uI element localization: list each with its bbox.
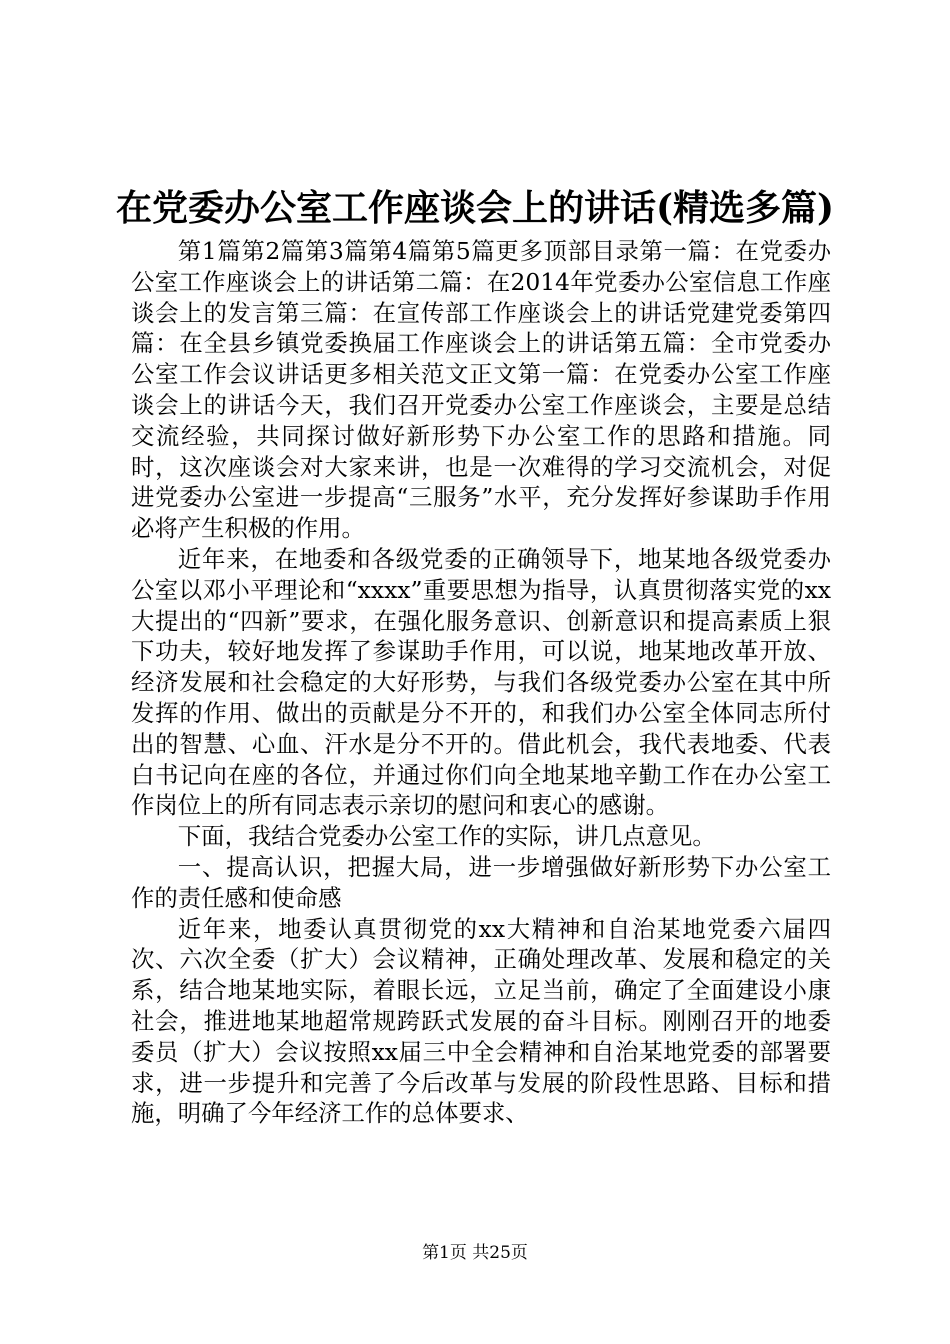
paragraph-recent-years: 近年来，在地委和各级党委的正确领导下，地某地各级党委办公室以邓小平理论和“xxxx”重要思想为指导，认真贯彻落实党的xx大提出的“四新”要求，在强化服务意识、创新意识和提高素质上狠下功夫，较好地发挥了参谋助手作用，可以说，地某地改革开放、经济发展和社会稳定的大好形势，与我们各级党委办公室在其中所发挥的作用、做出的贡献是分不开的，和我们办公室全体同志所付出的智慧、心血、汗水是分不开的。借此机会，我代表地委、代表白书记向在座的各位，并通过你们向全地某地辛勤工作在办公室工作岗位上的所有同志表示亲切的慰问和衷心的感谢。: [131, 544, 831, 820]
paragraph-intro: 第1篇第2篇第3篇第4篇第5篇更多顶部目录第一篇：在党委办公室工作座谈会上的讲话第二篇：在2014年党委办公室信息工作座谈会上的发言第三篇：在宣传部工作座谈会上的讲话党建党委第四篇：在全县乡镇党委换届工作座谈会上的讲话第五篇：全市党委办公室工作会议讲话更多相关范文正文第一篇：在党委办公室工作座谈会上的讲话今天，我们召开党委办公室工作座谈会，主要是总结交流经验，共同探讨做好新形势下办公室工作的思路和措施。同时，这次座谈会对大家来讲，也是一次难得的学习交流机会，对促进党委办公室进一步提高“三服务”水平，充分发挥好参谋助手作用必将产生积极的作用。: [131, 237, 831, 543]
page-number-footer: 第1页 共25页: [422, 1243, 528, 1263]
document-body: [131, 236, 831, 1129]
paragraph-section-one-body: 近年来，地委认真贯彻党的xx大精神和自治某地党委六届四次、六次全委（扩大）会议精神，正确处理改革、发展和稳定的关系，结合地某地实际，着眼长远，立足当前，确定了全面建设小康社会，推进地某地超常规跨跃式发展的奋斗目标。刚刚召开的地委委员（扩大）会议按照xx届三中全会精神和自治某地党委的部署要求，进一步提升和完善了今后改革与发展的阶段性思路、目标和措施，明确了今年经济工作的总体要求、: [131, 914, 831, 1128]
paragraph-section-one-heading: 一、提高认识，把握大局，进一步增强做好新形势下办公室工作的责任感和使命感: [131, 852, 831, 912]
document-title: 在党委办公室工作座谈会上的讲话(精选多篇): [115, 187, 835, 229]
paragraph-opinions: 下面，我结合党委办公室工作的实际，讲几点意见。: [177, 822, 716, 851]
